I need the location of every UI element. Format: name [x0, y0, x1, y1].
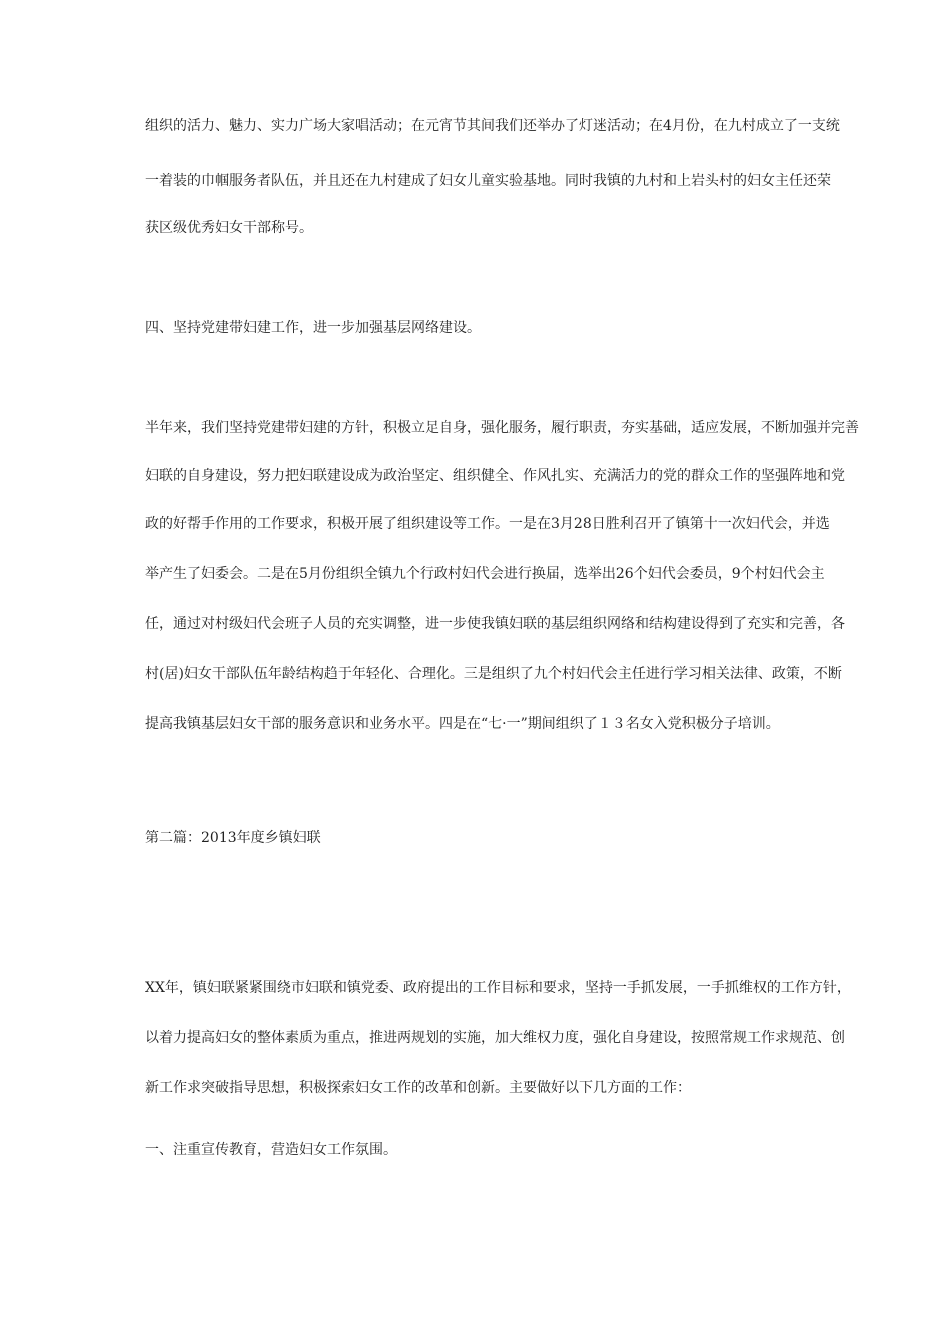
paragraph-line: 举产生了妇委会。二是在5月份组织全镇九个行政村妇代会进行换届，选举出26个妇代会委员，9个村妇代会主: [145, 566, 825, 582]
section-heading: 一、注重宣传教育，营造妇女工作氛围。: [145, 1142, 397, 1158]
paragraph-line: 政的好帮手作用的工作要求，积极开展了组织建设等工作。一是在3月28日胜利召开了镇第十一次妇代会，并选: [145, 516, 830, 532]
paragraph-line: 新工作求突破指导思想，积极探索妇女工作的改革和创新。主要做好以下几方面的工作：: [145, 1080, 691, 1096]
paragraph-line: 组织的活力、魅力、实力广场大家唱活动；在元宵节其间我们还举办了灯迷活动；在4月份，在九村成立了一支统: [145, 118, 840, 134]
paragraph-line: 提高我镇基层妇女干部的服务意识和业务水平。四是在“七·一”期间组织了１３名女入党积极分子培训。: [145, 716, 780, 732]
paragraph-line: XX年，镇妇联紧紧围绕市妇联和镇党委、政府提出的工作目标和要求，坚持一手抓发展，一手抓维权的工作方针，: [145, 980, 851, 996]
paragraph-line: 获区级优秀妇女干部称号。: [145, 220, 313, 236]
paragraph-line: 一着装的巾帼服务者队伍，并且还在九村建成了妇女儿童实验基地。同时我镇的九村和上岩头村的妇女主任还荣: [145, 173, 831, 189]
section-heading: 四、坚持党建带妇建工作，进一步加强基层网络建设。: [145, 320, 481, 336]
paragraph-line: 村(居)妇女干部队伍年龄结构趋于年轻化、合理化。三是组织了九个村妇代会主任进行学习相关法律、政策，不断: [145, 666, 842, 682]
paragraph-line: 妇联的自身建设，努力把妇联建设成为政治坚定、组织健全、作风扎实、充满活力的党的群众工作的坚强阵地和党: [145, 468, 845, 484]
paragraph-line: 任，通过对村级妇代会班子人员的充实调整，进一步使我镇妇联的基层组织网络和结构建设得到了充实和完善，各: [145, 616, 845, 632]
paragraph-line: 以着力提高妇女的整体素质为重点，推进两规划的实施，加大维权力度，强化自身建设，按照常规工作求规范、创: [145, 1030, 845, 1046]
part-title: 第二篇：2013年度乡镇妇联: [145, 830, 321, 846]
paragraph-line: 半年来，我们坚持党建带妇建的方针，积极立足自身，强化服务，履行职责，夯实基础，适应发展，不断加强并完善: [145, 420, 859, 436]
